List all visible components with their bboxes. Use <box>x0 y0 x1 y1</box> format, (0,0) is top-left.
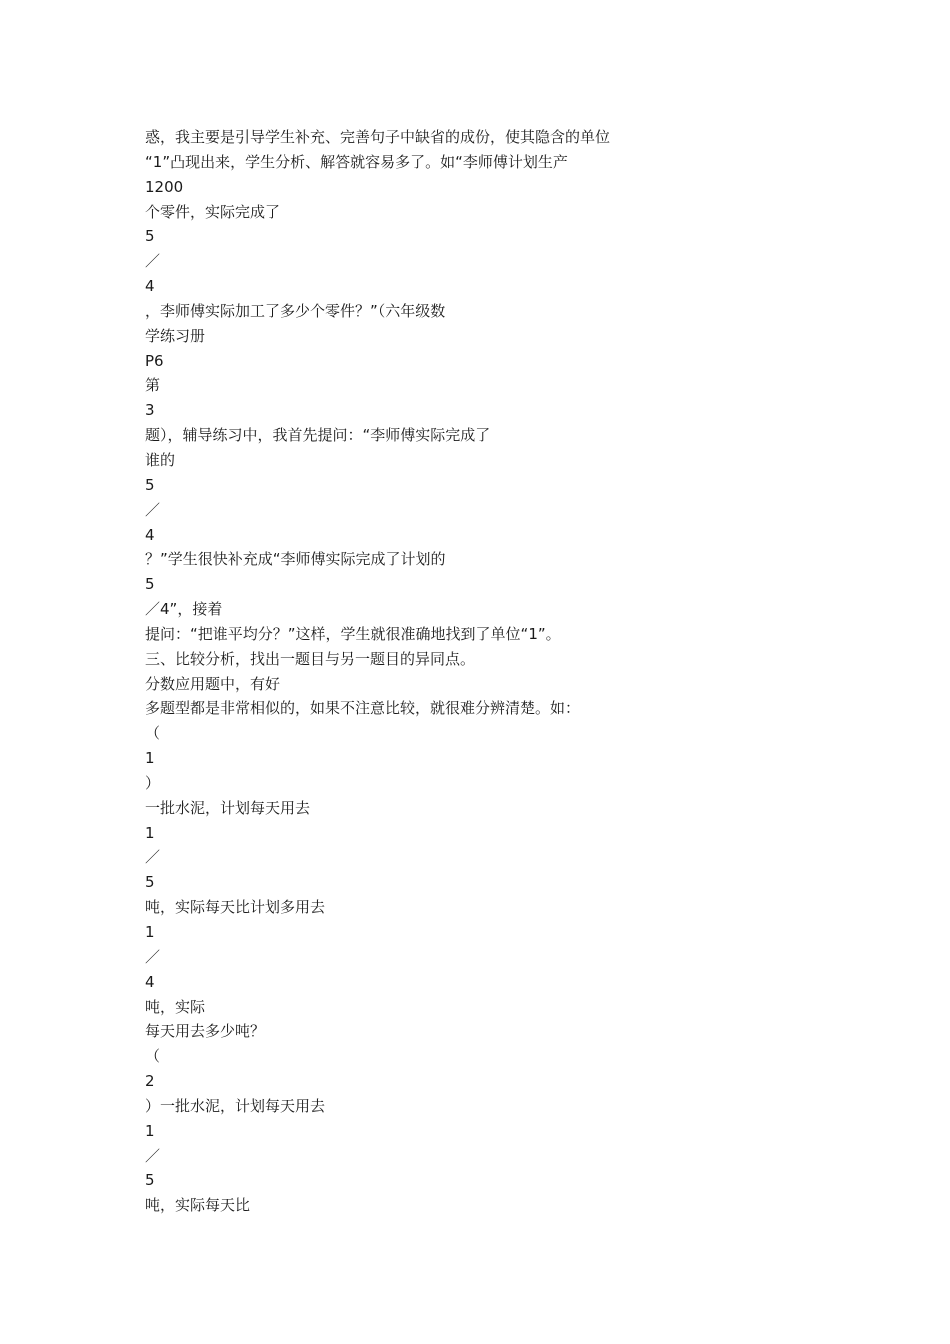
text-line: ？”学生很快补充成“李师傅实际完成了计划的 <box>145 550 446 569</box>
text-line: 1 <box>145 923 155 941</box>
text-line: ／ <box>145 1146 161 1165</box>
text-line: 1 <box>145 1121 155 1140</box>
text-line: 4 <box>145 525 155 544</box>
text-line: 每天用去多少吨？ <box>145 1022 266 1041</box>
text-line: 1 <box>145 823 155 842</box>
text-line: 谁的 <box>145 450 176 469</box>
text-line: P6 <box>145 351 164 370</box>
text-line: 第 <box>145 376 161 395</box>
text-line: 1200 <box>145 177 184 196</box>
text-line: 1 <box>145 749 155 768</box>
text-line: （ <box>145 1047 161 1066</box>
text-line: 惑，我主要是引导学生补充、完善句子中缺省的成份，使其隐含的单位 <box>145 128 611 146</box>
text-line: 4 <box>145 972 155 991</box>
text-line: ） <box>145 773 161 792</box>
text-line: ／ <box>145 947 161 966</box>
text-line: ／ <box>145 252 161 271</box>
text-line: 5 <box>145 1171 155 1190</box>
text-line: “1”凸现出来，学生分析、解答就容易多了。如“李师傅计划生产 <box>145 152 568 171</box>
text-line: 5 <box>145 873 155 892</box>
text-line: ／4”，接着 <box>145 600 223 619</box>
text-line: 4 <box>145 277 155 296</box>
text-line: （ <box>145 724 161 743</box>
text-line: 题），辅导练习中，我首先提问：“李师傅实际完成了 <box>145 426 491 445</box>
text-line: 吨，实际 <box>145 997 206 1016</box>
text-line: 分数应用题中，有好 <box>145 674 281 693</box>
text-line: 多题型都是非常相似的，如果不注意比较，就很难分辨清楚。如： <box>145 699 581 718</box>
text-line: ／ <box>145 848 161 867</box>
text-line: ，李师傅实际加工了多少个零件？”（六年级数 <box>145 301 446 320</box>
text-line: 5 <box>145 575 155 594</box>
text-line: 3 <box>145 401 155 420</box>
text-line: 吨，实际每天比计划多用去 <box>145 898 326 917</box>
text-line: 个零件，实际完成了 <box>145 202 281 221</box>
text-line: 吨，实际每天比 <box>145 1196 251 1215</box>
text-line: 学练习册 <box>145 326 206 345</box>
text-line: 三、比较分析，找出一题目与另一题目的异同点。 <box>145 649 476 668</box>
text-line: ／ <box>145 500 161 519</box>
text-line: 5 <box>145 475 155 494</box>
text-line: 2 <box>145 1072 155 1091</box>
text-line: 提问：“把谁平均分？”这样，学生就很准确地找到了单位“1”。 <box>145 624 561 643</box>
text-line: 一批水泥，计划每天用去 <box>145 798 311 817</box>
text-line: ）一批水泥，计划每天用去 <box>145 1096 326 1115</box>
text-line: 5 <box>145 227 155 246</box>
document-body <box>145 125 825 1218</box>
